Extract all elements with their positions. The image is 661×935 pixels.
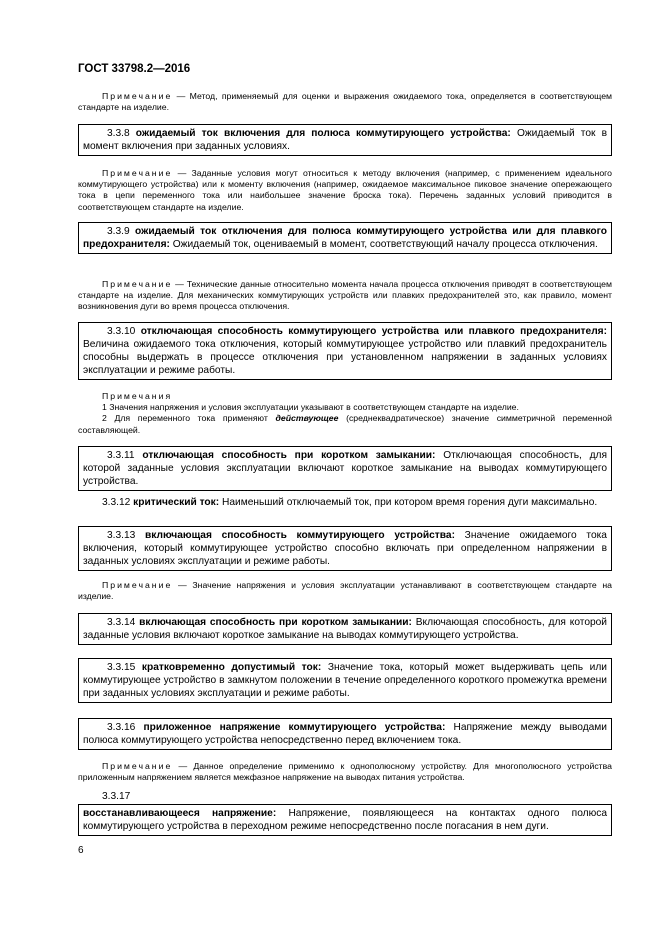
note-text: — Заданные условия могут относиться к методу включения (например, с применением идеального коммутирующего устройства) или к моменту включения (например, ожидаемое максимальное пиковое значение опережающего тока в цепи переменного тока или наибольшее значение броска тока). Перечень заданных условий приводится в соответствующем стандарте на изделие. xyxy=(78,168,612,212)
emphasis-text: действующее xyxy=(275,413,339,424)
document-header: ГОСТ 33798.2—2016 xyxy=(78,63,191,75)
term-name: приложенное напряжение коммутирующего устройства: xyxy=(143,722,446,733)
note-text: — Метод, применяемый для оценки и выражения ожидаемого тока, определяется в соответствующем стандарте на изделие. xyxy=(78,91,612,113)
term-name: включающая способность при коротком замыкании: xyxy=(139,617,412,628)
note-line: (среднеквадратическое) значение симметричной переменной составляющей. xyxy=(78,413,612,435)
term-number: 3.3.15 xyxy=(107,662,136,673)
term-name: отключающая способность при коротком замыкании: xyxy=(142,450,436,461)
note-line: 2 Для переменного тока применяют xyxy=(102,413,276,424)
term-definition: Ожидаемый ток в момент включения при заданных условиях. xyxy=(83,128,607,152)
term-3-3-15 xyxy=(78,658,612,703)
term-number: 3.3.14 xyxy=(107,617,136,628)
page-number: 6 xyxy=(78,845,84,856)
term-definition: Величина ожидаемого тока отключения, который коммутирующее устройство или плавкий предохранитель способны выдержать в процессе отключения при установленном напряжении в заданных условиях эксплуатации и режиме работы. xyxy=(83,339,607,376)
note-block xyxy=(78,168,612,213)
note-block xyxy=(78,761,612,783)
note-block xyxy=(78,91,612,113)
note-label: Примечание xyxy=(102,279,173,289)
note-block xyxy=(78,580,612,602)
term-number-3-3-17: 3.3.17 xyxy=(102,791,131,802)
term-name: кратковременно допустимый ток: xyxy=(141,662,322,673)
term-3-3-9 xyxy=(78,222,612,254)
term-definition: Значение тока, который может выдерживать цепь или коммутирующее устройство в замкнутом положении в течение определенного короткого промежутка времени при заданных условиях эксплуатации и режиме работы. xyxy=(83,662,607,699)
note-label: Примечание xyxy=(102,168,173,178)
note-line: 1 Значения напряжения и условия эксплуатации указывают в соответствующем стандарте на изделие. xyxy=(102,402,519,413)
term-name: включающая способность коммутирующего устройства: xyxy=(145,530,455,541)
term-definition: Значение ожидаемого тока включения, который коммутирующее устройство способно включать при определенном напряжении в заданных условиях эксплуатации и режиме работы. xyxy=(83,530,607,567)
term-name: критический ток: xyxy=(133,497,220,508)
term-name: отключающая способность коммутирующего устройства или плавкого предохранителя: xyxy=(140,326,607,337)
note-label: Примечание xyxy=(102,91,173,101)
term-number: 3.3.10 xyxy=(107,326,136,337)
term-definition: Отключающая способность, для которой заданные условия эксплуатации включают короткое замыкание на выводах коммутирующего устройства. xyxy=(83,450,607,487)
term-3-3-17 xyxy=(78,804,612,836)
term-3-3-16 xyxy=(78,718,612,750)
term-number: 3.3.8 xyxy=(107,128,130,139)
note-text: — Технические данные относительно момента начала процесса отключения приводят в соответствующем стандарте на изделие. Для механических коммутирующих устройств или плавких предохранителей это, как правило, момент возникновения дуги во время процесса отключения. xyxy=(78,279,612,312)
term-name: ожидаемый ток отключения для полюса коммутирующего устройства или для плавкого предохранителя: xyxy=(83,226,607,250)
note-text: — Значение напряжения и условия эксплуатации устанавливают в соответствующем стандарте на изделие. xyxy=(78,580,612,602)
term-number: 3.3.16 xyxy=(107,722,136,733)
term-definition: Включающая способность, для которой заданные условия включают короткое замыкание на выводах коммутирующего устройства. xyxy=(83,617,608,641)
term-definition: Напряжение, появляющееся на контактах одного полюса коммутирующего устройства в переходном режиме непосредственно после погасания в нем дуги. xyxy=(83,808,607,832)
notes-label: Примечания xyxy=(102,391,173,401)
notes-block xyxy=(78,391,612,436)
note-label: Примечание xyxy=(102,761,173,771)
term-3-3-12 xyxy=(78,496,612,509)
term-definition: Напряжение между выводами полюса коммутирующего устройства непосредственно перед включением тока. xyxy=(83,722,607,746)
term-number: 3.3.12 xyxy=(102,497,131,508)
note-block xyxy=(78,279,612,313)
term-3-3-10 xyxy=(78,322,612,380)
term-name: восстанавливающееся напряжение: xyxy=(83,808,277,819)
term-name: ожидаемый ток включения для полюса коммутирующего устройства: xyxy=(135,128,511,139)
term-3-3-13 xyxy=(78,526,612,571)
term-definition: Наименьший отключаемый ток, при котором время горения дуги максимально. xyxy=(219,497,598,508)
term-number: 3.3.13 xyxy=(107,530,136,541)
term-definition: Ожидаемый ток, оцениваемый в момент, соответствующий началу процесса отключения. xyxy=(169,239,598,250)
term-3-3-8 xyxy=(78,124,612,156)
term-3-3-11 xyxy=(78,446,612,491)
note-label: Примечание xyxy=(102,580,173,590)
term-3-3-14 xyxy=(78,613,612,645)
term-number: 3.3.11 xyxy=(107,450,135,461)
term-number: 3.3.9 xyxy=(107,226,130,237)
note-text: — Данное определение применимо к однополюсному устройству. Для многополюсного устройства приложенным напряжением является межфазное напряжение на выводах питания устройства. xyxy=(78,761,612,783)
